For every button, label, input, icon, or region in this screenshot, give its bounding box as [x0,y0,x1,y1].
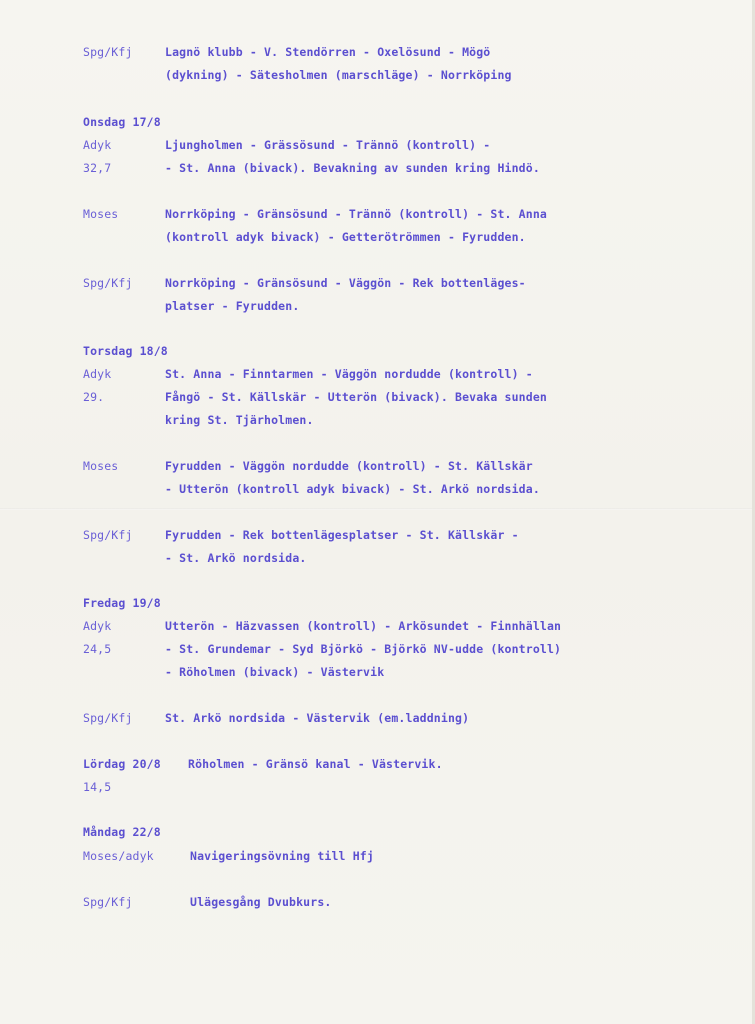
entry-line: Norrköping - Gränsösund - Väggön - Rek bottenläges- [165,276,526,290]
entry-line: Norrköping - Gränsösund - Trännö (kontroll) - St. Anna [165,207,547,221]
entry-line: Navigeringsövning till Hfj [190,849,374,863]
entry-line: - St. Grundemar - Syd Björkö - Björkö NV-udde (kontroll) [165,642,562,656]
distance-value: 29. [83,390,105,404]
entry-line: St. Arkö nordsida - Västervik (em.laddning) [165,711,470,725]
entry-line: - St. Arkö nordsida. [165,551,307,565]
entry-line: Fångö - St. Källskär - Utterön (bivack). Bevaka sunden [165,390,547,404]
entry-line: (dykning) - Sätesholmen (marschläge) - Norrköping [165,68,512,82]
entry-line: St. Anna - Finntarmen - Väggön nordudde (kontroll) - [165,367,533,381]
entry-line: Ljungholmen - Grässösund - Trännö (kontroll) - [165,138,491,152]
entry-line: platser - Fyrudden. [165,299,300,313]
day-header: Måndag 22/8 [83,825,161,839]
entry-label: Spg/Kfj [83,45,133,59]
entry-label: Spg/Kfj [83,528,133,542]
entry-line: Ulägesgång Dvubkurs. [190,895,332,909]
entry-line: Fyrudden - Rek bottenlägesplatser - St. Källskär - [165,528,519,542]
day-header: Lördag 20/8 [83,757,161,771]
entry-line: - St. Anna (bivack). Bevakning av sunden kring Hindö. [165,161,540,175]
entry-line: Röholmen - Gränsö kanal - Västervik. [188,757,443,771]
entry-line: Utterön - Häzvassen (kontroll) - Arkösundet - Finnhällan [165,619,562,633]
entry-label: Spg/Kfj [83,711,133,725]
day-header: Fredag 19/8 [83,596,161,610]
entry-line: Fyrudden - Väggön nordudde (kontroll) - St. Källskär [165,459,533,473]
entry-label: Spg/Kfj [83,276,133,290]
day-header: Torsdag 18/8 [83,344,168,358]
entry-label: Moses [83,459,119,473]
entry-label: Adyk [83,367,112,381]
entry-line: kring St. Tjärholmen. [165,413,314,427]
distance-value: 24,5 [83,642,112,656]
entry-label: Moses/adyk [83,849,154,863]
entry-label: Spg/Kfj [83,895,133,909]
entry-label: Adyk [83,138,112,152]
day-header: Onsdag 17/8 [83,115,161,129]
distance-value: 14,5 [83,780,112,794]
entry-line: - Röholmen (bivack) - Västervik [165,665,385,679]
paper-fold [0,508,755,510]
entry-line: - Utterön (kontroll adyk bivack) - St. Arkö nordsida. [165,482,540,496]
entry-line: Lagnö klubb - V. Stendörren - Oxelösund - Mögö [165,45,491,59]
entry-label: Adyk [83,619,112,633]
distance-value: 32,7 [83,161,112,175]
entry-line: (kontroll adyk bivack) - Getterötrömmen - Fyrudden. [165,230,526,244]
entry-label: Moses [83,207,119,221]
